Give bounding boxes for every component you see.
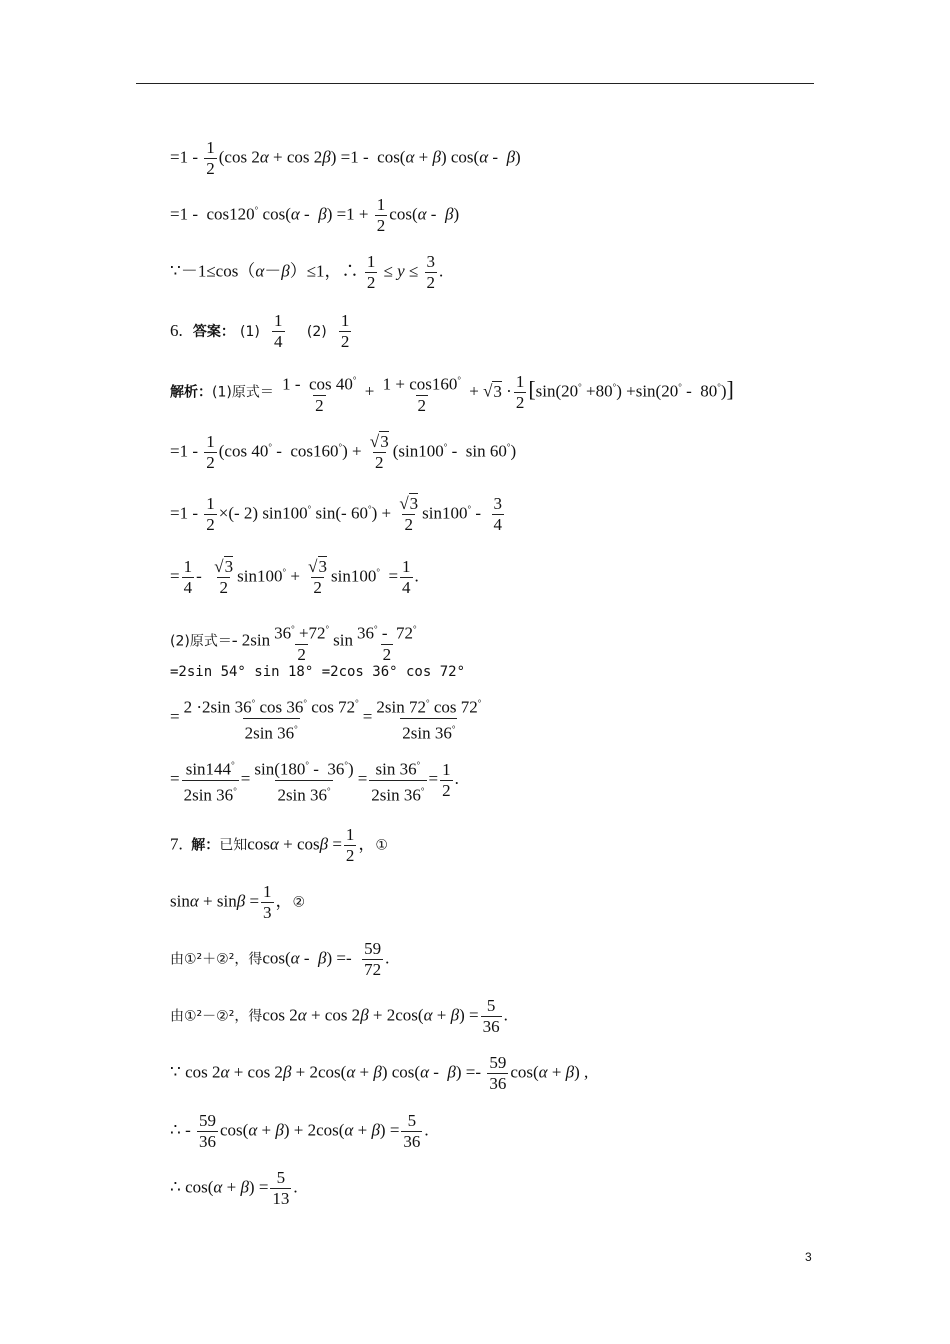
analysis-line-3: =1 - $\frac{1}{2}$ ×(- 2) sin100° sin(- 60°) + $\frac{√3}{2}$ sin100° - $\frac{3}{4}$ [170,494,503,534]
math-line-3: ∵－1≤cos（α－β）≤1，∴ $\frac{1}{2}$ ≤ y ≤ $\frac{3}{2}$ . [170,252,444,292]
question-7-line-1: 7. 解：已知cosα + cosβ = $\frac{1}{2}$ ，① [170,825,388,865]
math-line-1: =1 - $\frac{1}{2}$ (cos 2α + cos 2β) =1 - cos(α + β) cos(α - β) [170,138,521,178]
question-6-answer: 6. 答案： (1) $\frac{1}{4}$ (2) $\frac{1}{2}$ [170,311,350,351]
analysis-part2-line-1: (2)原式＝- 2sin $\frac{36^\circ +72^\circ}{2}$ sin $\frac{36^\circ - 72^\circ}{2}$ [170,623,417,664]
question-7-line-7: ∴ cos(α + β) = $\frac{5}{13}$ . [170,1168,298,1208]
question-7-line-6: ∴ - $\frac{59}{36}$ cos(α + β) + 2cos(α + β) = $\frac{5}{36}$ . [170,1111,429,1151]
analysis-part2-line-4: = $\frac{\sin 144^\circ}{2\sin 36^\circ}$ = $\frac{\sin(180^\circ - 36^\circ)}{2\sin 36^\circ}$ = $\frac{\sin 36^\circ}{2\sin 36^\circ}$ = $\frac{1}{2}$ . [170,759,459,805]
question-7-line-3: 由①²＋②²，得cos(α - β) =- $\frac{59}{72}$ . [170,939,390,979]
question-7-line-4: 由①²－②²，得cos 2α + cos 2β + 2cos(α + β) = $\frac{5}{36}$ . [170,996,508,1036]
analysis-line-4: = $\frac{1}{4}$ - $\frac{√3}{2}$ sin100° + $\frac{√3}{2}$ sin100° = $\frac{1}{4}$ . [170,557,419,597]
math-line-2: =1 - cos120° cos(α - β) =1 + $\frac{1}{2}$ cos(α - β) [170,195,460,235]
analysis-part2-line-2: =2sin 54° sin 18° =2cos 36° cos 72° [170,664,466,680]
question-7-line-2: sinα + sinβ = $\frac{1}{3}$ ，② [170,882,306,922]
question-7-line-5: ∵ cos 2α + cos 2β + 2cos(α + β) cos(α - β) =- $\frac{59}{36}$ cos(α + β) , [170,1053,589,1093]
analysis-part2-line-3: = $\frac{2 \cdot 2\sin 36^\circ \cos 36^\circ \cos 72^\circ}{2\sin 36^\circ}$ = $\frac{2\sin 72^\circ \cos 72^\circ}{2\sin 36^\circ}$ [170,697,482,743]
analysis-line-1: 解析：(1)原式＝ $\frac{1 - \cos 40^\circ}{2}$ + $\frac{1 + \cos 160^\circ}{2}$ + √3 · $\frac{1}{2}$ [sin(20° +80°) +sin(20° - 80°)] [170,372,734,415]
analysis-line-2: =1 - $\frac{1}{2}$ (cos 40° - cos160°) + $\frac{√3}{2}$ (sin100° - sin 60°) [170,432,517,472]
page-number: 3 [805,1250,812,1264]
header-rule [136,83,814,84]
